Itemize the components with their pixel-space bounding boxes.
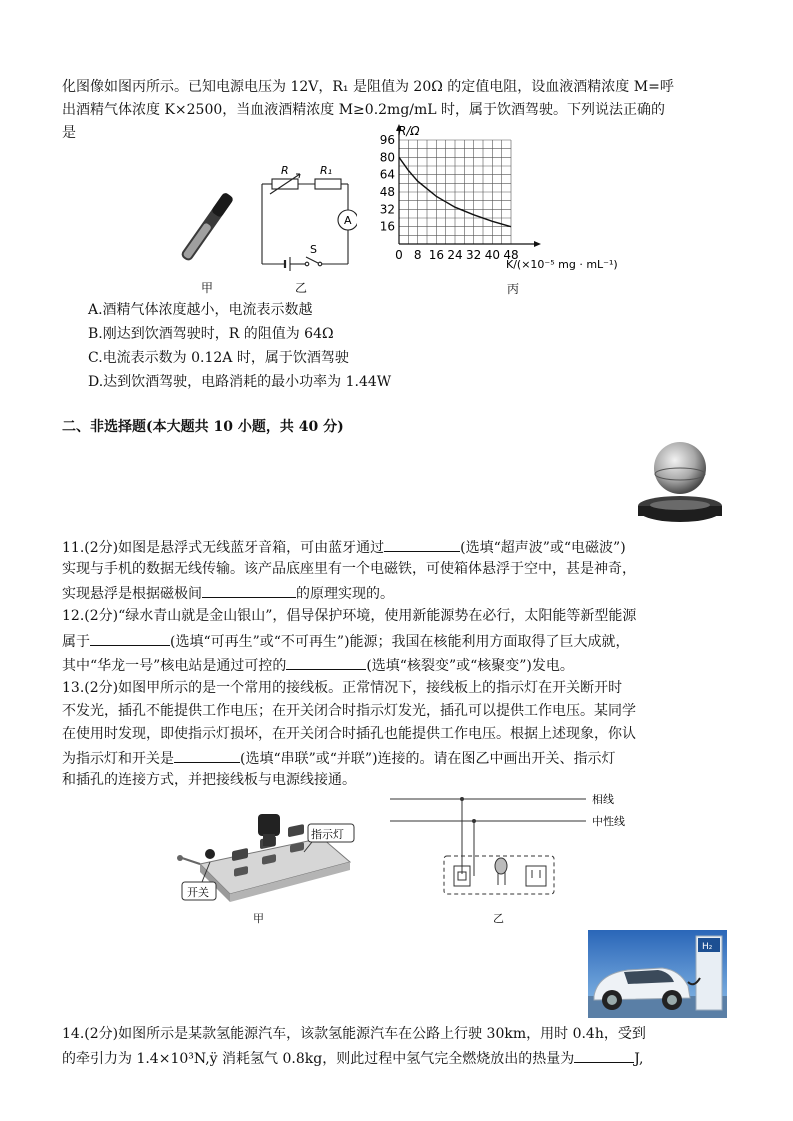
- q13-blank-1[interactable]: [174, 747, 240, 763]
- q13-line-3: 在使用时发现，即使指示灯损坏，在开关闭合时插孔也能提供工作电压。根据上述现象，你认: [62, 726, 636, 742]
- q13-text-b: (选填“串联”或“并联”)连接的。请在图乙中画出开关、指示灯: [240, 751, 616, 767]
- q13-line-4: [62, 747, 616, 769]
- q12-text-c: 其中“华龙一号”核电站是通过可控的: [62, 658, 287, 674]
- q12-blank-2[interactable]: [286, 654, 366, 670]
- option-b: B.刚达到饮酒驾驶时，R 的阻值为 64Ω: [88, 326, 334, 342]
- switch-label: S: [310, 243, 317, 256]
- y-axis-label: R/Ω: [398, 124, 420, 138]
- q12-line-1: 12.(2分)“绿水青山就是金山银山”，倡导保护环境，使用新能源势在必行，太阳能等新型能源: [62, 608, 637, 624]
- ammeter-label: A: [344, 214, 352, 227]
- q11-text-b: (选填“超声波”或“电磁波”): [460, 540, 626, 556]
- levitating-speaker-image: [630, 438, 730, 530]
- y-tick-label: 96: [379, 133, 395, 147]
- caption-jia: 甲: [201, 281, 214, 295]
- section-heading: 二、非选择题(本大题共 10 小题，共 40 分): [62, 419, 344, 435]
- q14-line-2: [62, 1047, 643, 1069]
- h2-sign: H₂: [702, 942, 713, 952]
- q11-blank-2[interactable]: [202, 582, 296, 598]
- intro-line-1: 化图像如图丙所示。已知电源电压为 12V，R₁ 是阻值为 20Ω 的定值电阻，设血液酒精浓度 M=呼: [62, 79, 674, 95]
- q13-caption-jia: 甲: [253, 912, 264, 925]
- switch-label-strip: 开关: [187, 886, 209, 899]
- q12-text-d: (选填“核裂变”或“核聚变”)发电。: [366, 658, 574, 674]
- x-tick-label: 48: [503, 248, 519, 262]
- breathalyzer-image: [170, 185, 245, 270]
- q14-text-b: J,: [634, 1051, 644, 1067]
- hydrogen-car-image: [588, 930, 727, 1018]
- neutral-wire-label: 中性线: [592, 815, 625, 828]
- q12-line-3: [62, 654, 574, 676]
- y-tick-label: 16: [379, 219, 395, 234]
- q11-line-3: [62, 582, 394, 604]
- x-tick-label: 40: [484, 248, 500, 262]
- live-wire-label: 相线: [592, 793, 614, 806]
- q11-line-2: 实现与手机的数据无线传输。该产品底座里有一个电磁铁，可使箱体悬浮于空中，甚是神奇，: [62, 561, 636, 577]
- x-axis-label: K/(×10⁻⁵ mg · mL⁻¹): [506, 258, 618, 271]
- x-tick-label: 24: [447, 248, 463, 262]
- q14-text-a: 的牵引力为 1.4×10³N,ÿ 消耗氢气 0.8kg，则此过程中氢气完全燃烧放出的热量为: [62, 1051, 575, 1067]
- q12-text-b: (选填“可再生”或“不可再生”)能源；我国在核能利用方面取得了巨大成就，: [170, 634, 630, 650]
- q13-line-5: 和插孔的连接方式，并把接线板与电源线接通。: [62, 772, 356, 788]
- circuit-diagram: [252, 160, 357, 275]
- label-R1: R₁: [320, 164, 333, 177]
- option-d: D.达到饮酒驾驶，电路消耗的最小功率为 1.44W: [88, 374, 392, 390]
- q13-line-2: 不发光，插孔不能提供工作电压；在开关闭合时指示灯发光，插孔可以提供工作电压。某同学: [62, 703, 636, 719]
- intro-line-3: 是: [62, 125, 76, 141]
- q11-text-a: 11.(2分)如图是悬浮式无线蓝牙音箱，可由蓝牙通过: [62, 540, 385, 556]
- q12-text-a: 属于: [62, 634, 90, 650]
- resistance-concentration-chart: [372, 122, 672, 278]
- wiring-diagram: [388, 790, 628, 912]
- intro-line-2: 出酒精气体浓度 K×2500，当血液酒精浓度 M≥0.2mg/mL 时，属于饮酒驾驶。下列说法正确的: [62, 102, 666, 118]
- indicator-label: 指示灯: [311, 828, 344, 841]
- x-tick-label: 32: [466, 248, 482, 262]
- q11-text-d: 的原理实现的。: [296, 586, 394, 602]
- q14-line-1: 14.(2分)如图所示是某款氢能源汽车，该款氢能源汽车在公路上行驶 30km，用时 0.4h，受到: [62, 1026, 646, 1042]
- q13-caption-yi: 乙: [493, 912, 504, 925]
- option-a: A.酒精气体浓度越小，电流表示数越: [88, 302, 313, 318]
- x-tick-label: 8: [413, 248, 422, 262]
- power-strip-image: [172, 812, 362, 910]
- x-axis-arrow: [534, 241, 541, 247]
- q13-text-a: 为指示灯和开关是: [62, 751, 174, 767]
- caption-yi: 乙: [295, 281, 308, 295]
- y-tick-label: 48: [379, 185, 395, 199]
- q11-text-c: 实现悬浮是根据磁极间: [62, 586, 202, 602]
- y-tick-label: 64: [379, 167, 395, 182]
- q13-line-1: 13.(2分)如图甲所示的是一个常用的接线板。正常情况下，接线板上的指示灯在开关断开时: [62, 680, 623, 696]
- caption-bing: 丙: [507, 282, 520, 296]
- q11-blank-1[interactable]: [384, 536, 460, 552]
- x-tick-label: 16: [428, 248, 444, 262]
- q14-blank-1[interactable]: [574, 1047, 634, 1063]
- label-R: R: [281, 164, 289, 177]
- y-tick-label: 32: [379, 202, 395, 217]
- x-tick-label: 0: [395, 248, 403, 262]
- q11-line-1: [62, 536, 626, 558]
- y-tick-label: 80: [379, 150, 395, 165]
- option-c: C.电流表示数为 0.12A 时，属于饮酒驾驶: [88, 350, 349, 366]
- q12-blank-1[interactable]: [90, 630, 170, 646]
- q12-line-2: [62, 630, 630, 652]
